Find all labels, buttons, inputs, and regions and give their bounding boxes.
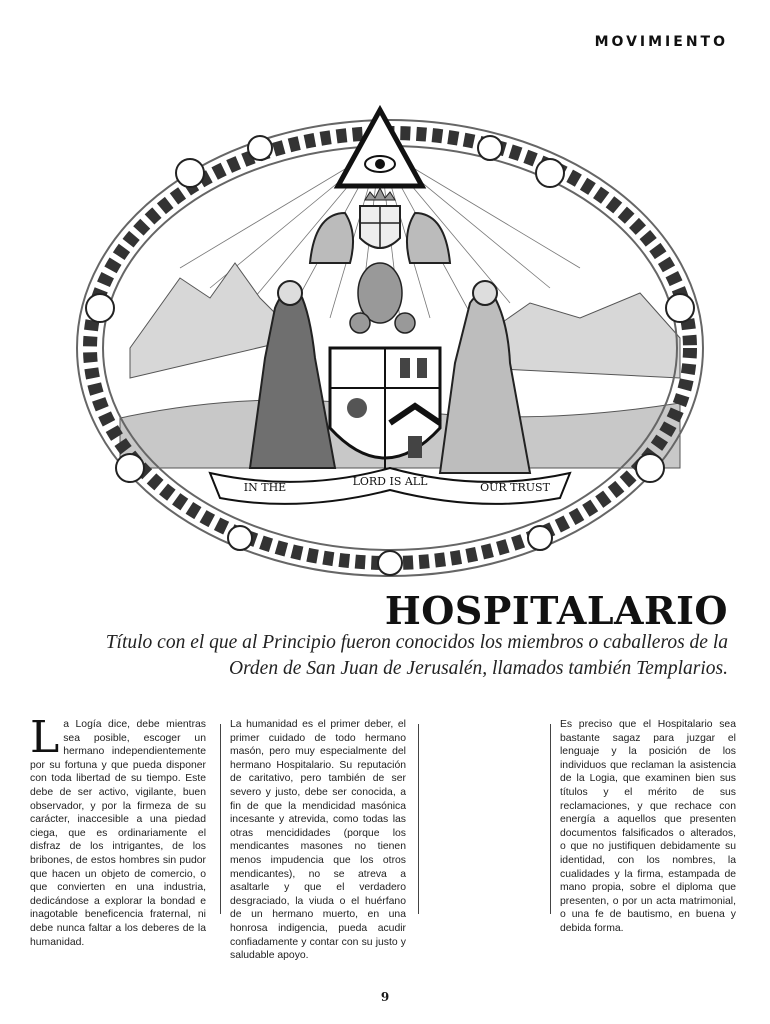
column-1-text: a Logía dice, debe mientras sea posible, escoger un hermano independientemente por su fortuna y que pueda disponer con toda libertad de su tiempo. Este debe de ser activo, vigilante, buen observador, y por la firmeza de su carácter, inaccesible a una piedad ciega, que es ordinariamente el disfraz de los intrigantes, de los bribones, de estos hombres sin pudor que hacen un objeto de comercio, o que convierten en una industria, dedicándose a explorar la bondad e inagotable beneficencia fraternal, ni debe nunca faltar a los deberes de la humanidad. (30, 719, 206, 948)
article-title: HOSPITALARIO (384, 588, 728, 633)
page-number: 9 (380, 990, 390, 1004)
column-divider (550, 724, 551, 914)
section-label: MOVIMIENTO (594, 34, 728, 50)
article-subtitle: Título con el que al Principio fueron conocidos los miembros o caballeros de la Orden de San Juan de Jerusalén, llamados también Templarios. (105, 632, 728, 679)
banner-center-text: LORD IS ALL (352, 475, 428, 488)
article-body (30, 712, 740, 962)
column-1 (30, 712, 206, 949)
column-divider (418, 724, 419, 914)
central-figures (350, 263, 415, 333)
royal-crest (310, 188, 450, 263)
column-2: La humanidad es el primer deber, el primer cuidado de todo hermano masón, pero muy especialmente del hermano Hospitalario. Su reputación de caritativo, pero también de ser severo y justo, debe ser conocida, a fin de que la mendicidad masónica incesante y atrevida, como todas las otras mencididades (porque los mendicantes masones no tienen menos impudencia que los otros mendicantes), no se atreva a asaltarle y que el verdadero desgraciado, la viuda o el huérfano de un hermano muerto, en una honrosa indigencia, pueda acudir confiadamente y contar con su justo y saludable apoyo. (230, 719, 406, 962)
masonic-coat-of-arms-engraving (60, 88, 720, 588)
column-3: Es preciso que el Hospitalario sea bastante sagaz para juzgar el lenguaje y la posición de los individuos que reclaman la asistencia de la Logia, que examinen bien sus títulos y el mérito de sus reclamaciones, y que rechace con energía a aquellos que presenten documentos falsificados o alterados, o que no justifiquen debidamente su identidad, con los nombres, la cualidades y la firma, estampada de mano propia, sobre el diploma que presenten, o por un acta matrimonial, o una fe de bautismo, en buena y debida forma. (560, 719, 736, 934)
column-divider (220, 724, 221, 914)
drop-cap: L (30, 712, 60, 763)
banner-right-text: OUR TRUST (480, 481, 550, 494)
banner-left-text: IN THE (243, 481, 287, 494)
